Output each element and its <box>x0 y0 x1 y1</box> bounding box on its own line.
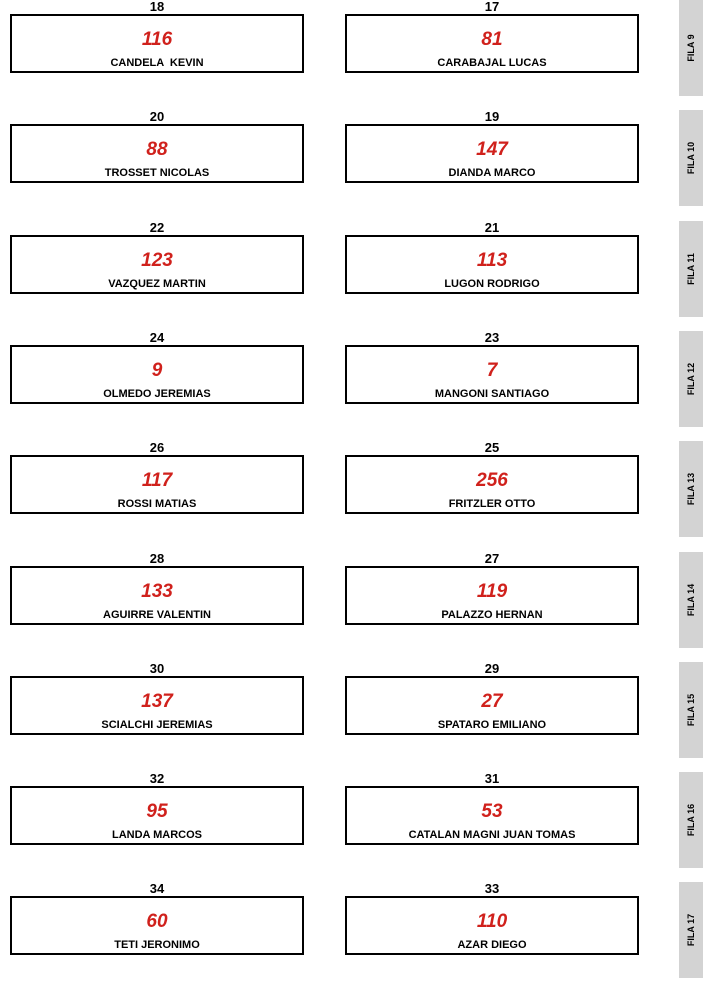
driver-slot <box>10 345 304 404</box>
kart-number: 53 <box>481 801 503 823</box>
grid-position-number: 23 <box>484 329 500 345</box>
row-label-tab <box>679 331 703 427</box>
grid-row <box>0 552 713 662</box>
row-label: FILA 14 <box>686 583 696 616</box>
grid-position-number: 21 <box>484 219 500 235</box>
driver-slot <box>10 786 304 845</box>
driver-name: CARABAJAL LUCAS <box>437 57 547 69</box>
row-label-tab <box>679 882 703 978</box>
grid-row <box>0 662 713 772</box>
kart-number: 27 <box>481 690 503 712</box>
row-label: FILA 9 <box>686 34 696 62</box>
grid-row <box>0 331 713 441</box>
driver-name: TETI JERONIMO <box>114 939 200 952</box>
grid-position-number: 25 <box>484 440 500 456</box>
driver-name: CANDELA KEVIN <box>110 57 204 69</box>
row-label-tab <box>679 110 703 206</box>
driver-slot <box>345 786 639 845</box>
driver-name: LUGON RODRIGO <box>444 277 540 290</box>
driver-slot <box>345 566 639 625</box>
driver-slot <box>345 455 639 514</box>
kart-number: 88 <box>146 139 168 161</box>
kart-number: 137 <box>141 690 173 712</box>
row-label: FILA 10 <box>686 142 696 175</box>
driver-slot <box>10 124 304 183</box>
driver-name: ROSSI MATIAS <box>117 498 197 511</box>
driver-slot <box>345 14 639 73</box>
grid-position-number: 31 <box>484 771 500 787</box>
driver-slot <box>345 235 639 294</box>
row-label-tab <box>679 552 703 648</box>
kart-number: 95 <box>146 801 168 823</box>
kart-number: 7 <box>486 359 498 381</box>
driver-slot <box>10 235 304 294</box>
driver-name: PALAZZO HERNAN <box>441 608 543 621</box>
driver-name: CATALAN MAGNI JUAN TOMAS <box>408 829 576 842</box>
grid-position-number: 20 <box>149 109 165 125</box>
grid-position-number: 24 <box>149 329 165 345</box>
row-label-tab <box>679 772 703 868</box>
row-label-tab <box>679 0 703 96</box>
row-label: FILA 16 <box>686 804 696 837</box>
kart-number: 113 <box>476 249 508 271</box>
driver-slot <box>10 896 304 955</box>
driver-name: AZAR DIEGO <box>457 939 527 952</box>
driver-name: VAZQUEZ MARTIN <box>108 277 206 290</box>
kart-number: 116 <box>141 29 173 50</box>
row-label: FILA 11 <box>686 252 696 285</box>
grid-position-number: 27 <box>484 550 500 566</box>
grid-position-number: 30 <box>149 660 165 676</box>
grid-position-number: 29 <box>484 660 500 676</box>
row-label-tab <box>679 441 703 537</box>
driver-name: DIANDA MARCO <box>448 167 536 180</box>
row-label-tab <box>679 662 703 758</box>
driver-slot <box>345 676 639 735</box>
driver-name: SCIALCHI JEREMIAS <box>101 718 213 731</box>
grid-position-number: 18 <box>149 0 165 14</box>
grid-row <box>0 221 713 331</box>
grid-position-number: 19 <box>484 109 500 125</box>
kart-number: 117 <box>141 470 173 492</box>
grid-position-number: 17 <box>484 0 500 14</box>
driver-slot <box>345 896 639 955</box>
grid-row <box>0 110 713 220</box>
kart-number: 147 <box>476 139 508 161</box>
grid-row <box>0 0 713 110</box>
driver-slot <box>345 124 639 183</box>
row-label-tab <box>679 221 703 317</box>
grid-position-number: 34 <box>149 881 165 897</box>
driver-slot <box>10 566 304 625</box>
grid-position-number: 33 <box>484 881 500 897</box>
driver-name: SPATARO EMILIANO <box>437 718 547 731</box>
driver-name: MANGONI SANTIAGO <box>434 387 550 400</box>
kart-number: 256 <box>476 470 508 492</box>
driver-slot <box>345 345 639 404</box>
grid-row <box>0 441 713 551</box>
grid-position-number: 32 <box>149 771 165 787</box>
kart-number: 123 <box>141 249 173 271</box>
driver-name: FRITZLER OTTO <box>448 498 536 511</box>
kart-number: 133 <box>141 580 173 602</box>
kart-number: 81 <box>481 29 503 50</box>
kart-number: 119 <box>476 580 508 602</box>
driver-name: AGUIRRE VALENTIN <box>103 608 211 621</box>
grid-position-number: 26 <box>149 440 165 456</box>
driver-slot <box>10 14 304 73</box>
driver-name: OLMEDO JEREMIAS <box>103 387 211 400</box>
row-label: FILA 15 <box>686 693 696 726</box>
row-label: FILA 17 <box>686 914 696 947</box>
row-label: FILA 13 <box>686 473 696 506</box>
grid-row <box>0 772 713 882</box>
grid-position-number: 28 <box>149 550 165 566</box>
kart-number: 60 <box>146 911 168 933</box>
driver-slot <box>10 455 304 514</box>
driver-name: TROSSET NICOLAS <box>104 167 210 180</box>
grid-position-number: 22 <box>149 219 165 235</box>
kart-number: 110 <box>476 911 508 933</box>
kart-number: 9 <box>151 359 163 381</box>
driver-slot <box>10 676 304 735</box>
row-label: FILA 12 <box>686 362 696 395</box>
driver-name: LANDA MARCOS <box>111 829 203 842</box>
